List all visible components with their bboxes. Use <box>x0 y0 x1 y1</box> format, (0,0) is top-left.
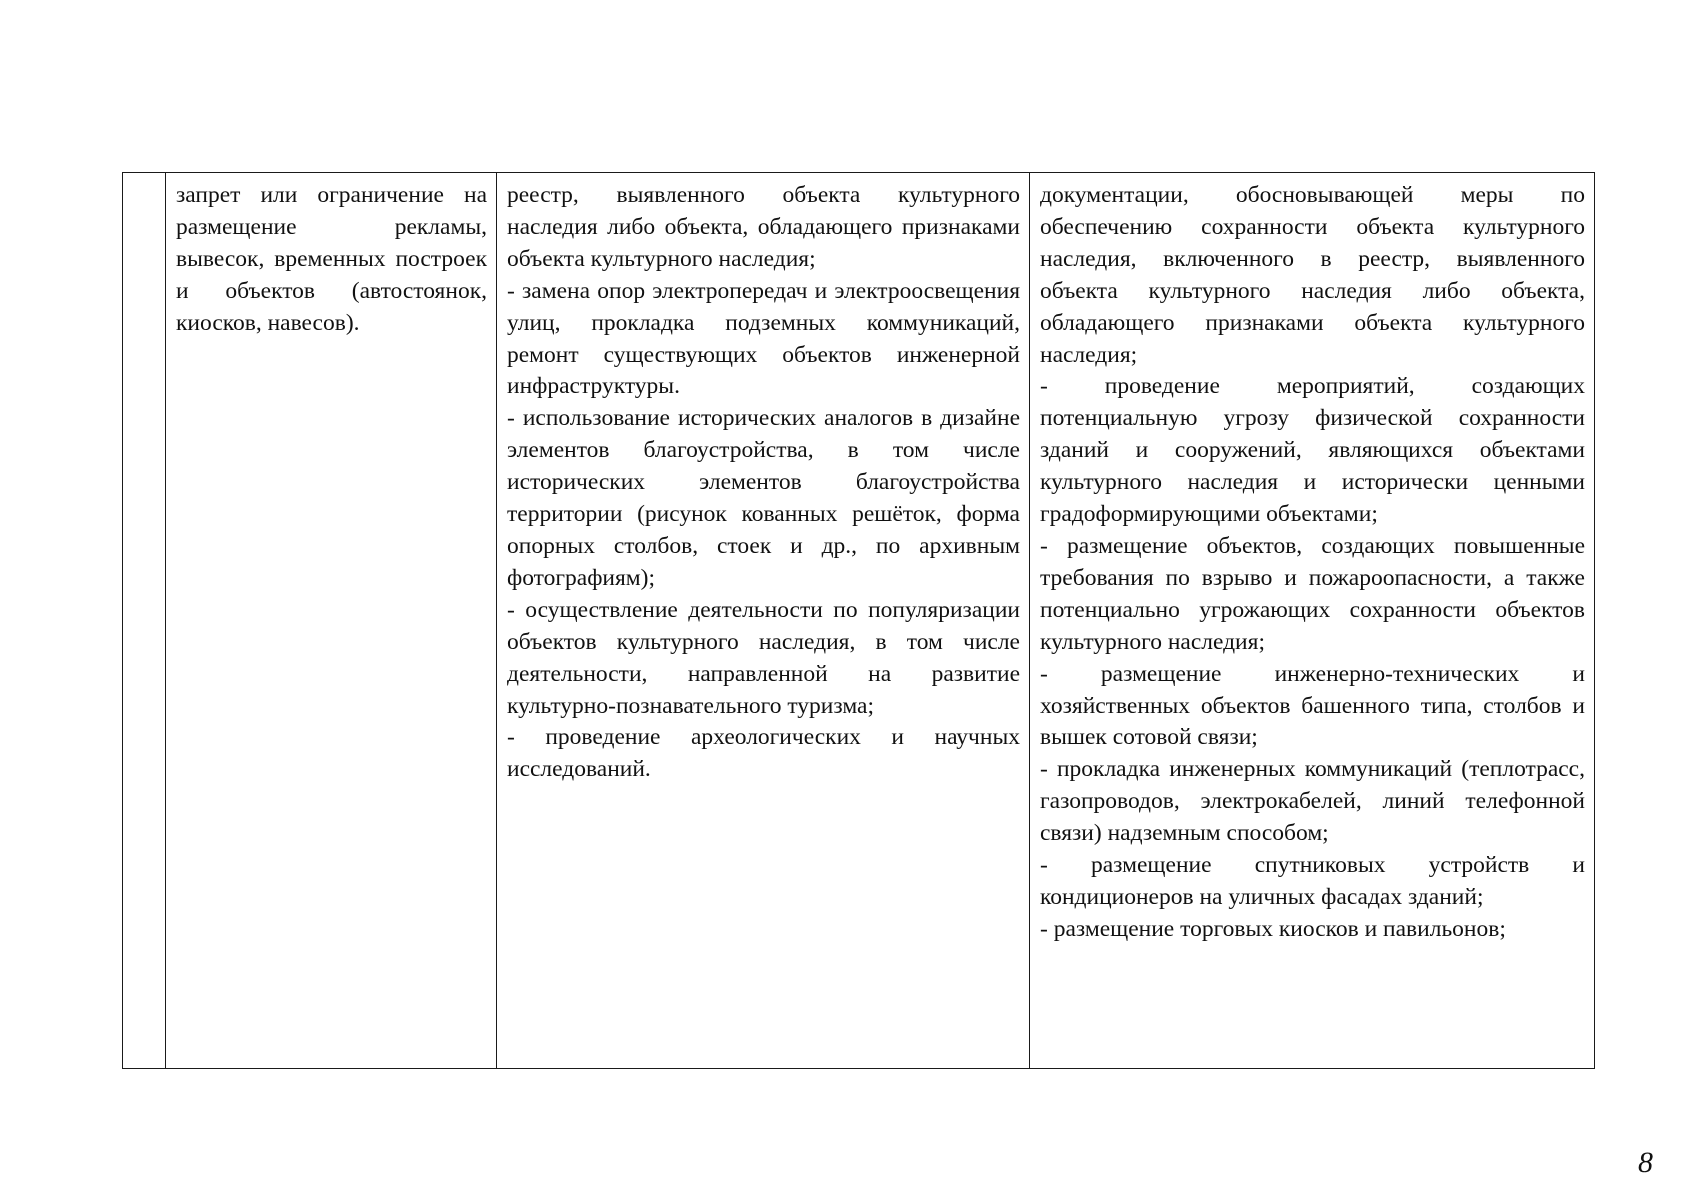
allowed-works-paragraph: реестр, выявленного объекта культурного наследия либо объекта, обладающего признаками объекта культурного наследия; <box>507 182 1020 272</box>
restriction-text: запрет или ограничение на размещение рекламы, вывесок, временных построек и объектов (автостоянок, киосков, навесов). <box>176 182 487 336</box>
prohibited-works-cell <box>1030 173 1595 1069</box>
prohibited-works-paragraph: - размещение спутниковых устройств и кондиционеров на уличных фасадах зданий; <box>1040 852 1585 910</box>
prohibited-works-paragraph: - прокладка инженерных коммуникаций (теплотрасс, газопроводов, электрокабелей, линий телефонной связи) надземным способом; <box>1040 756 1585 847</box>
allowed-works-paragraph: - замена опор электропередач и электроосвещения улиц, прокладка подземных коммуникаций, ремонт существующих объектов инженерной инфраструктуры. <box>507 277 1020 400</box>
allowed-works-paragraph: - проведение археологических и научных исследований. <box>507 724 1020 783</box>
restrictions-table <box>122 172 1595 1069</box>
prohibited-works-paragraph: - размещение инженерно-технических и хозяйственных объектов башенного типа, столбов и вышек сотовой связи; <box>1040 660 1585 751</box>
table-row <box>123 173 1595 1069</box>
restriction-cell <box>166 173 497 1069</box>
page-number: 8 <box>1638 1146 1653 1179</box>
allowed-works-paragraph: - осуществление деятельности по популяризации объектов культурного наследия, в том числе деятельности, направленной на развитие культурно-познавательного туризма; <box>507 596 1020 719</box>
prohibited-works-paragraph: документации, обосновывающей меры по обеспечению сохранности объекта культурного наследия, включенного в реестр, выявленного объекта культурного наследия либо объекта, обладающего признаками объекта культурного наследия; <box>1040 182 1585 368</box>
prohibited-works-paragraph: - проведение мероприятий, создающих потенциальную угрозу физической сохранности зданий и сооружений, являющихся объектами культурного наследия и исторически ценными градоформирующими объектами; <box>1040 373 1585 528</box>
allowed-works-paragraph: - использование исторических аналогов в дизайне элементов благоустройства, в том числе исторических элементов благоустройства территории (рисунок кованных решёток, форма опорных столбов, стоек и др., по архивным фотографиям); <box>507 405 1020 591</box>
row-number-cell <box>123 173 166 1069</box>
prohibited-works-paragraph: - размещение объектов, создающих повышенные требования по взрыво и пожароопасности, а также потенциально угрожающих сохранности объектов культурного наследия; <box>1040 532 1585 655</box>
allowed-works-cell <box>497 173 1030 1069</box>
prohibited-works-paragraph: - размещение торговых киосков и павильонов; <box>1040 915 1506 942</box>
